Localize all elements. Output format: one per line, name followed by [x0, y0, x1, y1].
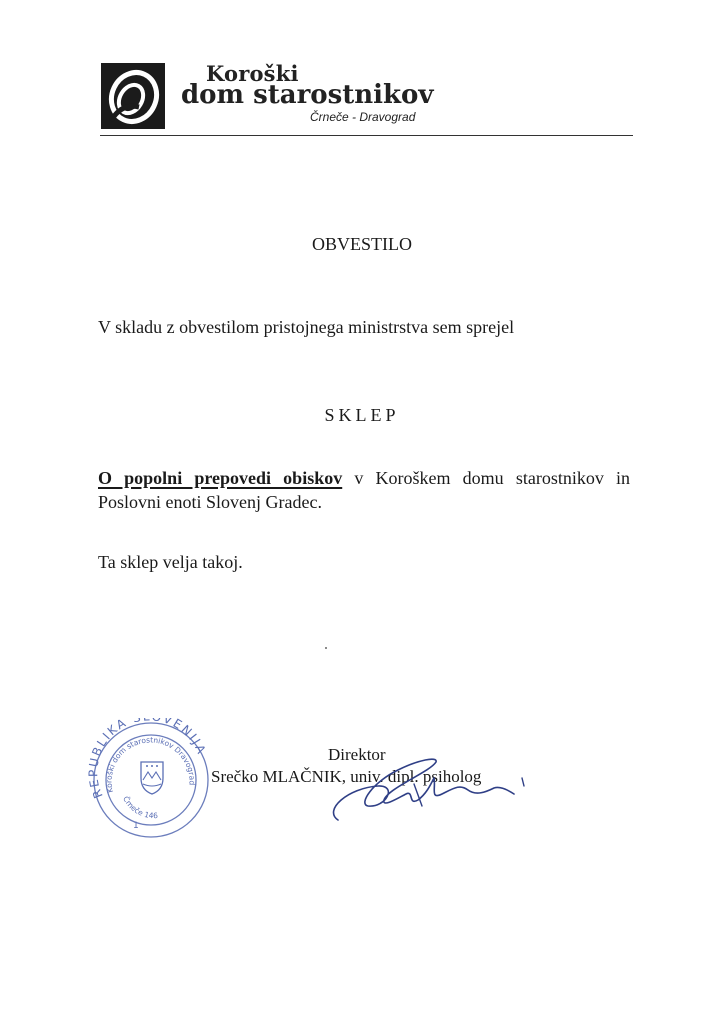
decision-paragraph [98, 466, 630, 514]
decision-text: v Koroškem domu starostnikov in Poslovni enoti Slovenj Gradec. [98, 468, 630, 512]
coat-of-arms-icon [141, 762, 163, 794]
signer-name: Srečko MLAČNIK, univ. dipl. psiholog [211, 767, 482, 786]
intro-paragraph: V skladu z obvestilom pristojnega ministrstva sem sprejel [98, 317, 515, 337]
organization-name-line2: dom starostnikov [181, 80, 434, 110]
signer-role: Direktor [328, 745, 386, 764]
organization-name-line1: Koroški [206, 61, 299, 86]
stamp-seal-icon [83, 718, 219, 838]
organization-location: Črneče - Dravograd [310, 110, 416, 124]
validity-paragraph: Ta sklep velja takoj. [98, 552, 243, 572]
decision-heading: SKLEP [324, 405, 400, 425]
stamp-number: 1 [133, 821, 139, 831]
official-stamp [83, 718, 219, 838]
swirl-logo-icon [101, 63, 165, 129]
document-title: OBVESTILO [312, 234, 412, 254]
svg-text:Koroški dom starostnikov Dravo [105, 735, 197, 793]
letterhead-divider [100, 135, 633, 136]
signature-scribble-icon [318, 748, 528, 836]
svg-text:Črneče 146 [121, 795, 158, 821]
stamp-inner-text: Koroški dom starostnikov Dravograd [104, 735, 197, 794]
decision-subject: O popolni prepovedi obiskov [98, 468, 343, 488]
handwritten-signature [318, 748, 528, 836]
organization-logo [101, 63, 165, 129]
scan-speck [325, 647, 327, 649]
stamp-outer-text: REPUBLIKA VENIJA [86, 718, 210, 801]
stamp-address-text: Črneče 146 [121, 794, 159, 821]
